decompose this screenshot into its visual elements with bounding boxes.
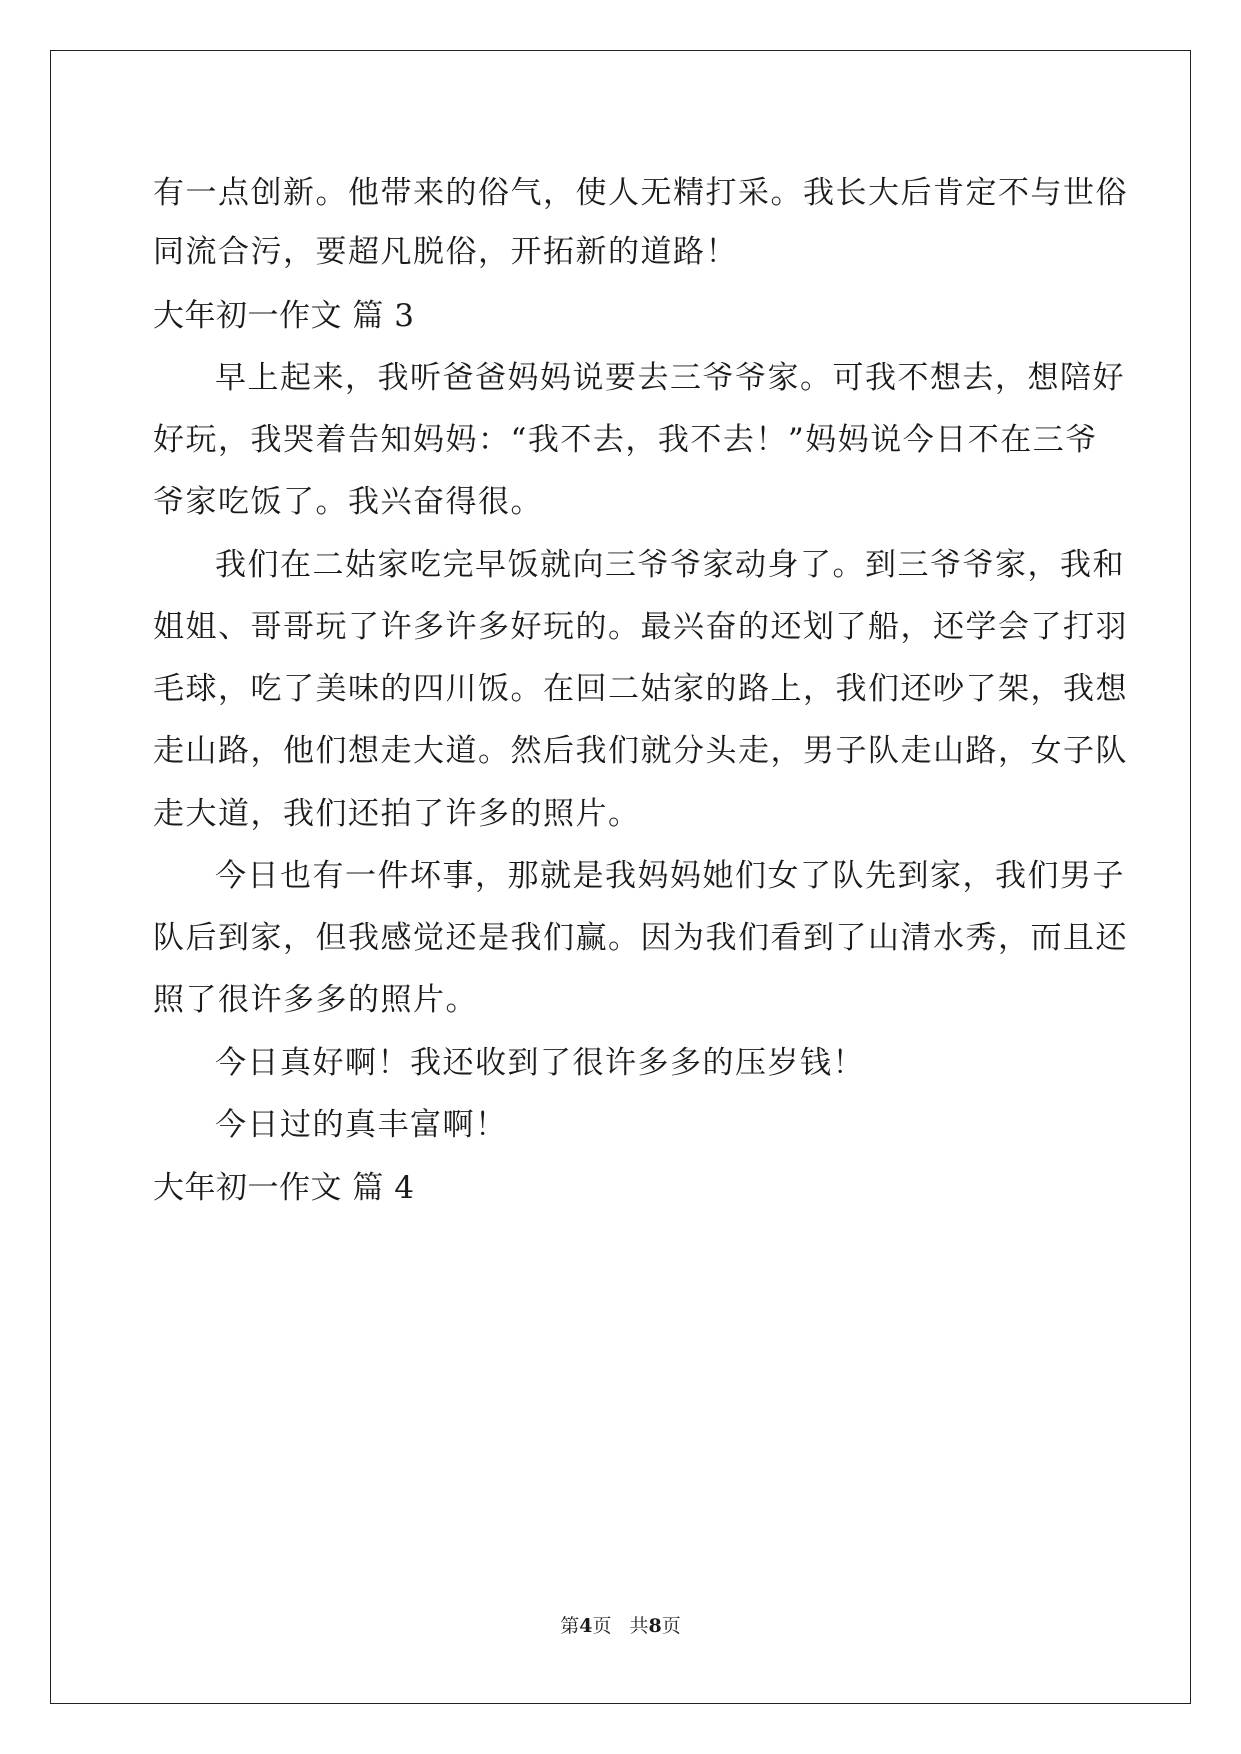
paragraph-line: 走大道，我们还拍了许多的照片。 [153,796,641,832]
paragraph-line: 同流合污，要超凡脱俗，开拓新的道路！ [153,234,738,270]
paragraph-line: 好玩，我哭着告知妈妈：“我不去，我不去！”妈妈说今日不在三爷 [153,422,1098,458]
paragraph-line: 爷家吃饭了。我兴奋得很。 [153,484,543,520]
total-unit: 页 [661,1615,681,1637]
paragraph-line: 队后到家，但我感觉还是我们赢。因为我们看到了山清水秀，而且还 [153,920,1128,956]
page-current: 4 [579,1615,593,1637]
paragraph-line: 有一点创新。他带来的俗气，使人无精打采。我长大后肯定不与世俗 [153,175,1128,211]
section-heading-4: 大年初一作文 篇 4 [153,1170,415,1206]
paragraph-line: 毛球，吃了美味的四川饭。在回二姑家的路上，我们还吵了架，我想 [153,671,1128,707]
paragraph-line: 今日也有一件坏事，那就是我妈妈她们女了队先到家，我们男子 [215,858,1125,894]
section-heading-3: 大年初一作文 篇 3 [153,298,415,334]
paragraph-line: 今日真好啊！我还收到了很许多多的压岁钱！ [215,1045,865,1081]
page-footer [0,1614,1241,1638]
paragraph-line: 今日过的真丰富啊！ [215,1107,508,1143]
page-prefix: 第 [560,1615,580,1637]
paragraph-line: 我们在二姑家吃完早饭就向三爷爷家动身了。到三爷爷家，我和 [215,547,1125,583]
page-unit: 页 [592,1615,612,1637]
paragraph-line: 早上起来，我听爸爸妈妈说要去三爷爷家。可我不想去，想陪好 [215,360,1125,396]
page-total: 8 [648,1615,662,1637]
total-prefix: 共 [629,1615,649,1637]
paragraph-line: 照了很许多多的照片。 [153,982,478,1018]
paragraph-line: 姐姐、哥哥玩了许多许多好玩的。最兴奋的还划了船，还学会了打羽 [153,609,1128,645]
paragraph-line: 走山路，他们想走大道。然后我们就分头走，男子队走山路，女子队 [153,733,1128,769]
